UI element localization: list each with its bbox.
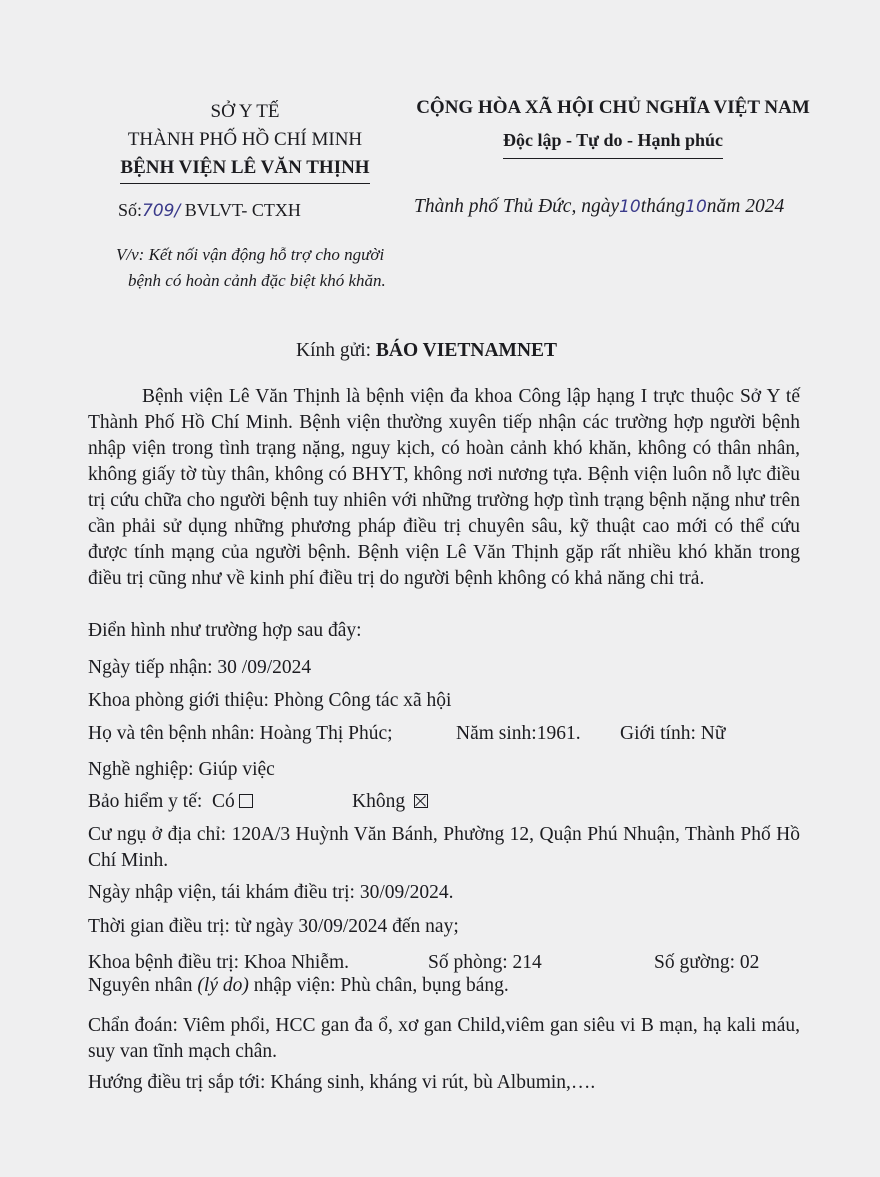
insurance-no-checkbox (414, 794, 428, 808)
issuer-city: THÀNH PHỐ HỒ CHÍ MINH (127, 129, 363, 150)
handwritten-number: 709/ (142, 201, 181, 221)
national-motto: Độc lập - Tự do - Hạnh phúc (398, 124, 828, 159)
case-referral: Khoa phòng giới thiệu: Phòng Công tác xã hội (88, 690, 452, 711)
case-diagnosis: Chẩn đoán: Viêm phổi, HCC gan đa ổ, xơ gan Child,viêm gan siêu vi B mạn, hạ kali máu, suy van tĩnh mạch chân. (88, 1015, 800, 1062)
recipient-line: Kính gửi: BÁO VIETNAMNET (296, 340, 558, 361)
issuer-block (100, 98, 390, 184)
recipient-name: BÁO VIETNAMNET (375, 340, 558, 361)
case-treatment-time: Thời gian điều trị: từ ngày 30/09/2024 đến nay; (88, 916, 459, 937)
subject-line: V/v: Kết nối vận động hỗ trợ cho người bệnh có hoàn cảnh đặc biệt khó khăn. (116, 245, 386, 290)
handwritten-month: 10 (685, 197, 707, 217)
issuer-agency: SỞ Y TẾ (210, 101, 280, 122)
case-insurance: Bảo hiểm y tế: Có (88, 791, 253, 813)
case-insurance-no: Không (352, 791, 428, 813)
case-received-date: Ngày tiếp nhận: 30 /09/2024 (88, 657, 312, 678)
case-room: Số phòng: 214 (428, 952, 542, 973)
case-treatment-plan: Hướng điều trị sắp tới: Kháng sinh, kháng vi rút, bù Albumin,…. (88, 1072, 596, 1093)
case-cause: Nguyên nhân (lý do) nhập viện: Phù chân, bụng báng. (88, 975, 509, 996)
handwritten-day: 10 (619, 197, 641, 217)
national-title: CỘNG HÒA XÃ HỘI CHỦ NGHĨA VIỆT NAM (416, 97, 810, 118)
insurance-yes-checkbox (239, 794, 253, 808)
case-admission: Ngày nhập viện, tái khám điều trị: 30/09/2024. (88, 882, 454, 903)
case-gender: Giới tính: Nữ (620, 723, 726, 744)
case-patient-name: Họ và tên bệnh nhân: Hoàng Thị Phúc; (88, 723, 393, 744)
case-occupation: Nghề nghiệp: Giúp việc (88, 759, 275, 780)
case-intro: Điển hình như trường hợp sau đây: (88, 620, 362, 641)
issue-date: Thành phố Thủ Đức, ngày10tháng10năm 2024 (414, 196, 785, 217)
case-bed: Số gường: 02 (654, 952, 760, 973)
case-birth-year: Năm sinh:1961. (456, 723, 581, 744)
case-address: Cư ngụ ở địa chỉ: 120A/3 Huỳnh Văn Bánh, Phường 12, Quận Phú Nhuận, Thành Phố Hồ Chí Minh. (88, 824, 800, 871)
body-paragraph: Bệnh viện Lê Văn Thịnh là bệnh viện đa khoa Công lập hạng I trực thuộc Sở Y tế Thành Phố Hồ Chí Minh. Bệnh viện thường xuyên tiếp nhận các trường hợp người bệnh nhập viện trong tình trạng nặng, nguy kịch, có hoàn cảnh khó khăn, không có thân nhân, không giấy tờ tùy thân, không có BHYT, không nơi nương tựa. Bệnh viện luôn nỗ lực điều trị cứu chữa cho người bệnh tuy nhiên với những trường hợp tình trạng bệnh nặng như trên cần phải sử dụng những phương pháp điều trị chuyên sâu, kỹ thuật cao mới có thể cứu được tính mạng của người bệnh. Bệnh viện Lê Văn Thịnh gặp rất nhiều khó khăn trong điều trị cũng như về kinh phí điều trị do người bệnh không có khả năng chi trả. (88, 386, 800, 589)
national-header (398, 92, 828, 159)
document-number: Số:709/ BVLVT- CTXH (118, 200, 301, 221)
issuer-hospital: BỆNH VIỆN LÊ VĂN THỊNH (100, 154, 390, 184)
case-department: Khoa bệnh điều trị: Khoa Nhiễm. (88, 952, 350, 973)
